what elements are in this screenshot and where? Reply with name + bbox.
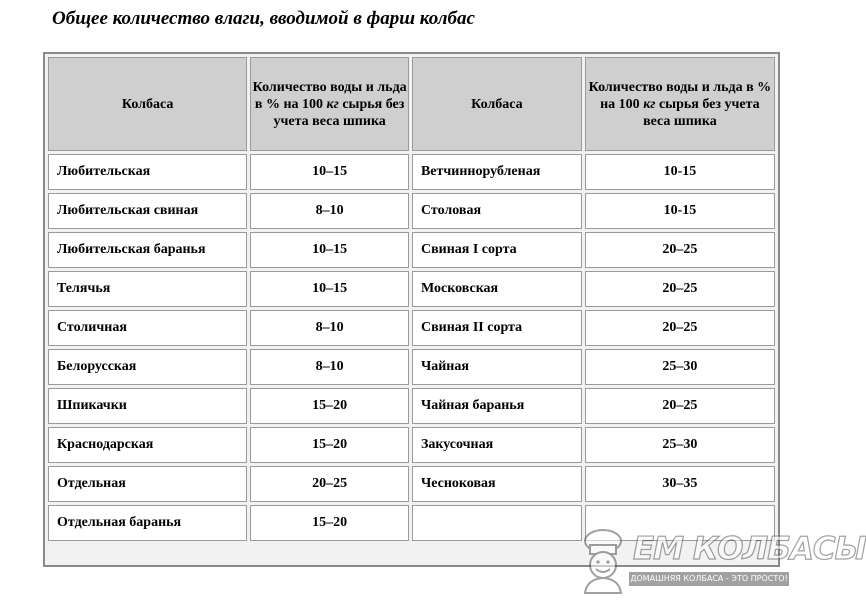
sausage-name: Краснодарская (48, 427, 247, 463)
header-water-text-2: сырья без учета веса шпика (273, 96, 405, 129)
table-row (48, 466, 775, 502)
water-percent: 10-15 (585, 154, 775, 190)
sausage-name: Свиная I сорта (412, 232, 582, 268)
water-percent: 8–10 (250, 349, 409, 385)
chef-icon (575, 527, 631, 593)
sausage-name: Чайная (412, 349, 582, 385)
water-percent: 10–15 (250, 154, 409, 190)
water-percent: 20–25 (585, 232, 775, 268)
header-water-text-2: сырья без учета веса шпика (643, 96, 760, 129)
table-row (48, 154, 775, 190)
water-percent: 10–15 (250, 271, 409, 307)
water-percent: 20–25 (585, 388, 775, 424)
table-row (48, 388, 775, 424)
sausage-name: Ветчиннорубленая (412, 154, 582, 190)
table-row (48, 193, 775, 229)
header-water-left (250, 57, 409, 151)
sausage-name-empty (412, 505, 582, 541)
table-row (48, 427, 775, 463)
table-row (48, 271, 775, 307)
water-percent: 10-15 (585, 193, 775, 229)
header-unit-kg: кг (643, 96, 656, 112)
sausage-name: Любительская (48, 154, 247, 190)
sausage-name: Чесноковая (412, 466, 582, 502)
water-percent: 8–10 (250, 193, 409, 229)
sausage-name: Телячья (48, 271, 247, 307)
sausage-name: Столичная (48, 310, 247, 346)
sausage-name: Отдельная баранья (48, 505, 247, 541)
header-water-text-1: Количество воды и льда в % на 100 (252, 79, 407, 112)
sausage-name: Любительская свиная (48, 193, 247, 229)
water-percent: 15–20 (250, 388, 409, 424)
moisture-table (45, 54, 778, 544)
sausage-name: Московская (412, 271, 582, 307)
sausage-name: Шпикачки (48, 388, 247, 424)
header-sausage-right: Колбаса (412, 57, 582, 151)
sausage-name: Любительская баранья (48, 232, 247, 268)
water-percent: 20–25 (585, 271, 775, 307)
water-percent: 15–20 (250, 427, 409, 463)
water-percent: 15–20 (250, 505, 409, 541)
sausage-name: Белорусская (48, 349, 247, 385)
sausage-name: Свиная II сорта (412, 310, 582, 346)
sausage-name: Столовая (412, 193, 582, 229)
sausage-name: Закусочная (412, 427, 582, 463)
table-header-row (48, 57, 775, 151)
water-percent: 25–30 (585, 427, 775, 463)
water-percent: 30–35 (585, 466, 775, 502)
table-row (48, 232, 775, 268)
watermark-tagline: ДОМАШНЯЯ КОЛБАСА - ЭТО ПРОСТО! (629, 572, 789, 586)
table-row (48, 310, 775, 346)
header-water-right (585, 57, 775, 151)
moisture-table-frame (43, 52, 780, 567)
site-watermark (575, 527, 866, 597)
sausage-name: Чайная баранья (412, 388, 582, 424)
header-water-text-1: Количество воды и льда в % на 100 (588, 79, 772, 112)
water-percent: 20–25 (585, 310, 775, 346)
header-sausage-left: Колбаса (48, 57, 247, 151)
water-percent: 10–15 (250, 232, 409, 268)
table-row (48, 349, 775, 385)
header-unit-kg: кг (326, 96, 339, 112)
sausage-name: Отдельная (48, 466, 247, 502)
watermark-logo-text: ЕМ КОЛБАСЫ (633, 531, 866, 567)
page-title: Общее количество влаги, вводимой в фарш колбас (52, 8, 475, 29)
water-percent: 20–25 (250, 466, 409, 502)
water-percent: 8–10 (250, 310, 409, 346)
water-percent: 25–30 (585, 349, 775, 385)
